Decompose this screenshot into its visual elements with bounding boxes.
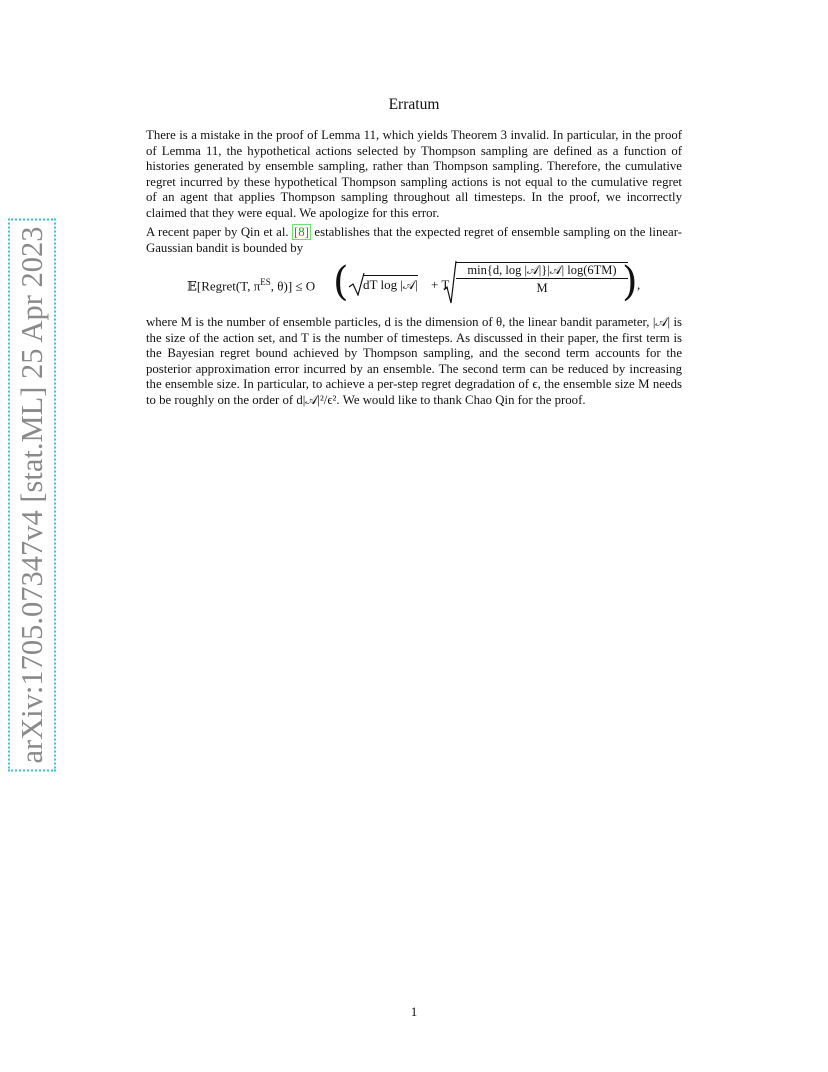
paragraph-2-before: A recent paper by Qin et al.	[146, 225, 293, 239]
paragraph-1-text: There is a mistake in the proof of Lemma 11, which yields Theorem 3 invalid. In particular, in the proof of Lemma 11, the hypothetical actions selected by Thompson sampling are defined as a function of histories generated by ensemble sampling, rather than Thompson sampling. Therefore, the cumulative regret incurred by these hypothetical Thompson sampling actions is not equal to the cumulative regret of an agent that applies Thompson sampling throughout all timesteps. In the proof, we incorrectly claimed that they were equal. We apologize for this error.	[146, 128, 682, 220]
fraction	[456, 262, 628, 296]
paragraph-erratum	[146, 128, 682, 222]
equation-right-paren: )	[622, 259, 638, 305]
citation-link[interactable]: [8]	[294, 225, 309, 239]
paragraph-2-text	[146, 225, 682, 256]
arxiv-identifier: arXiv:1705.07347v4 [stat.ML] 25 Apr 2023	[8, 218, 56, 771]
equation-lhs-tail: , θ)] ≤ O	[270, 278, 316, 294]
equation-lhs-superscript: ES	[260, 277, 271, 287]
equation-left-paren: (	[333, 259, 349, 305]
plus-t: + T	[431, 277, 450, 292]
equation-trailing-comma: ,	[637, 277, 641, 292]
paragraph-3-text: where M is the number of ensemble particles, d is the dimension of θ, the linear bandit parameter, |𝒜| is the size of the action set, and T is the number of timesteps. As discussed in their paper, the first term is the Bayesian regret bound achieved by Thompson sampling, and the second term accounts for the posterior approximation error incurred by an ensemble. The second term can be reduced by increasing the ensemble size. In particular, to achieve a per-step regret degradation of ϵ, the ensemble size M needs to be roughly on the order of d|𝒜|²/ϵ². We would like to thank Chao Qin for the proof.	[146, 315, 682, 407]
fraction-numerator: min{d, log |𝒜|}|𝒜| log(6TM)	[456, 262, 628, 279]
page-title: Erratum	[388, 96, 440, 113]
paragraph-discussion	[146, 315, 682, 409]
fraction-denominator: M	[536, 281, 548, 295]
regret-bound-equation	[187, 260, 647, 306]
arxiv-sidebar	[6, 226, 58, 764]
paragraph-2-after: establishes that the expected regret of ensemble sampling on the linear-Gaussian bandit is bounded by	[146, 225, 682, 255]
sqrt-term: dT log |𝒜|	[363, 277, 418, 292]
paragraph-recent-paper	[146, 225, 682, 256]
page-number: 1	[410, 1004, 418, 1019]
equation-lhs	[187, 277, 315, 294]
equation-lhs-main: 𝔼[Regret(T, π	[187, 278, 261, 294]
sqrt-sign-2	[443, 260, 457, 304]
